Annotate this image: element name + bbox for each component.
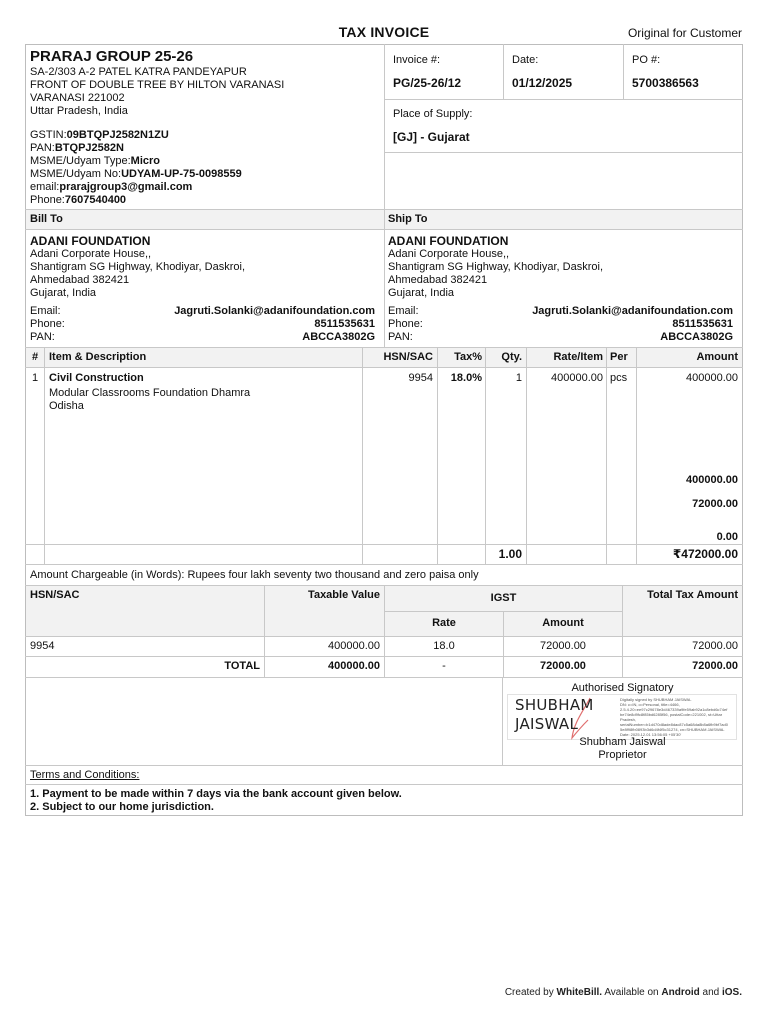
col-header-hsn: HSN/SAC (383, 351, 433, 363)
col-header-qty: Qty. (501, 351, 522, 363)
item-rate: 400000.00 (551, 372, 603, 384)
col-header-rate: Rate/Item (553, 351, 603, 363)
divider (384, 152, 743, 153)
tax-row-hsn: 9954 (30, 640, 55, 652)
gstin-value: 09BTQPJ2582N1ZU (66, 129, 169, 141)
bill-to-email: Jagruti.Solanki@adanifoundation.com (174, 305, 375, 317)
digital-signature-detail-line: Pradesh, (620, 717, 637, 722)
tax-row-taxable: 400000.00 (328, 640, 380, 652)
tax-row-total: 72000.00 (692, 640, 738, 652)
item-per: pcs (610, 372, 628, 384)
tax-col-amount: Amount (542, 617, 584, 629)
tax-amount: 72000.00 (692, 498, 738, 510)
po-number-label: PO #: (632, 54, 661, 66)
invoice-number-label: Invoice #: (393, 54, 441, 66)
ship-to-email: Jagruti.Solanki@adanifoundation.com (532, 305, 733, 317)
item-hsn: 9954 (408, 372, 433, 384)
divider (503, 44, 504, 100)
divider (25, 564, 743, 565)
place-of-supply: [GJ] - Gujarat (393, 130, 470, 144)
bill-to-email-label: Email: (30, 305, 61, 317)
grand-total: ₹472000.00 (672, 547, 738, 561)
tax-total-amount: 72000.00 (540, 660, 586, 672)
bill-to-phone-label: Phone: (30, 318, 65, 330)
invoice-date: 01/12/2025 (512, 76, 573, 90)
ship-to-address-line: Gujarat, India (388, 287, 455, 299)
tax-total-label: TOTAL (224, 660, 260, 672)
seller-address-line: VARANASI 221002 (30, 92, 125, 104)
copy-label: Original for Customer (627, 26, 742, 40)
ship-to-address-line: Shantigram SG Highway, Khodiyar, Daskroi, (388, 261, 603, 273)
bill-to-address-line: Adani Corporate House,, (30, 248, 152, 260)
msme-no-value: UDYAM-UP-75-0098559 (121, 168, 242, 180)
item-description-line: Odisha (49, 400, 84, 412)
msme-no-label: MSME/Udyam No: (30, 168, 122, 180)
divider (25, 784, 743, 785)
divider (384, 99, 743, 100)
col-header-per: Per (610, 351, 628, 363)
subtotal-amount: 400000.00 (686, 474, 738, 486)
item-name: Civil Construction (49, 372, 144, 384)
column-divider (606, 348, 607, 564)
tax-row-rate: 18.0 (433, 640, 455, 652)
item-amount: 400000.00 (686, 372, 738, 384)
seller-gstin (30, 129, 169, 142)
seller-address-line: FRONT OF DOUBLE TREE BY HILTON VARANASI (30, 79, 285, 91)
signatory-role: Proprietor (598, 749, 647, 761)
msme-type-value: Micro (130, 155, 161, 167)
tax-col-hsn: HSN/SAC (30, 589, 80, 601)
msme-type-label: MSME/Udyam Type: (30, 155, 131, 167)
tax-row-amount: 72000.00 (540, 640, 586, 652)
ship-to-pan: ABCCA3802G (660, 331, 733, 343)
total-qty: 1.00 (498, 547, 522, 561)
footer-android: Android (661, 987, 700, 998)
item-description-line: Modular Classrooms Foundation Dhamra (49, 387, 251, 399)
digital-signature-detail-line: be74e8d9fc8f85bd6285f56, postalCode=221002, st=Uttar (620, 712, 723, 717)
digital-signature-detail-line: Date: 2025.12.01 13:56:05 +05'30' (620, 732, 682, 737)
bill-to-heading: Bill To (30, 213, 63, 225)
item-no: 1 (31, 372, 39, 384)
round-off-amount: 0.00 (716, 531, 738, 543)
bill-to-phone: 8511535631 (314, 318, 375, 330)
digital-signature-detail-line: 5e8f98fb0893b3d6d4f4f5c31274, cn=SHUBHAM JAISWAL (620, 727, 725, 732)
seller-msme-type (30, 155, 160, 168)
invoice-date-label: Date: (512, 54, 539, 66)
col-header-amount: Amount (696, 351, 738, 363)
footer-and: and (699, 987, 722, 998)
ship-to-email-label: Email: (388, 305, 419, 317)
gstin-label: GSTIN: (30, 129, 67, 141)
amount-in-words: Amount Chargeable (in Words): Rupees four lakh seventy two thousand and zero paisa only (30, 569, 479, 581)
digital-signer-name-line: JAISWAL (515, 715, 579, 733)
bill-to-address-line: Ahmedabad 382421 (30, 274, 130, 286)
seller-address-line: SA-2/303 A-2 PATEL KATRA PANDEYAPUR (30, 66, 247, 78)
ship-to-phone-label: Phone: (388, 318, 423, 330)
seller-email (30, 181, 192, 194)
divider (25, 677, 743, 678)
tax-total-total: 72000.00 (692, 660, 738, 672)
ship-to-address-line: Ahmedabad 382421 (388, 274, 488, 286)
tax-col-rate: Rate (432, 617, 456, 629)
ship-to-name: ADANI FOUNDATION (388, 234, 509, 248)
place-of-supply-label: Place of Supply: (393, 108, 473, 120)
po-number: 5700386563 (632, 76, 699, 90)
footer-credit (505, 987, 742, 998)
item-tax: 18.0% (450, 372, 482, 384)
col-header-item: Item & Description (49, 351, 147, 363)
email-label: email: (30, 181, 60, 193)
seller-msme-no (30, 168, 242, 181)
footer-ios: iOS. (721, 987, 742, 998)
ship-to-pan-label: PAN: (388, 331, 413, 343)
bill-to-address-line: Gujarat, India (30, 287, 97, 299)
bill-to-pan-label: PAN: (30, 331, 55, 343)
digital-signature-details (620, 697, 738, 737)
digital-signer-name-line: SHUBHAM (515, 696, 594, 714)
bill-to-address-line: Shantigram SG Highway, Khodiyar, Daskroi, (30, 261, 245, 273)
tax-total-rate: - (442, 660, 446, 672)
seller-address-line: Uttar Pradesh, India (30, 105, 128, 117)
bill-to-name: ADANI FOUNDATION (30, 234, 151, 248)
column-divider (44, 348, 45, 564)
pan-label: PAN: (30, 142, 55, 154)
divider (384, 210, 385, 348)
ship-to-phone: 8511535631 (672, 318, 733, 330)
pan-value: BTQPJ2582N (54, 142, 124, 154)
col-header-tax: Tax% (454, 351, 482, 363)
ship-to-address-line: Adani Corporate House,, (388, 248, 510, 260)
footer-prefix: Created by (504, 987, 557, 998)
invoice-number: PG/25-26/12 (393, 76, 462, 90)
divider (25, 765, 743, 766)
terms-line: 2. Subject to our home jurisdiction. (30, 801, 214, 813)
bill-to-pan: ABCCA3802G (302, 331, 375, 343)
email-value: prarajgroup3@gmail.com (59, 181, 193, 193)
seller-pan (30, 142, 124, 155)
seller-phone (30, 194, 126, 207)
signatory-name: Shubham Jaiswal (579, 736, 666, 748)
divider (384, 44, 385, 210)
terms-heading: Terms and Conditions: (30, 769, 140, 781)
item-qty: 1 (515, 372, 522, 384)
digital-signature-detail-line: 2.5.4.20=ee97c29678e3d467339a9fe59ab92a1c8ebd6c74ef (620, 707, 728, 712)
digital-signature-detail-line: serialNumber=b1d470d8ade8dac87c5a68da8b8a6fb9bf7ad0 (620, 722, 728, 727)
footer-brand: WhiteBill. (556, 987, 603, 998)
tax-total-taxable: 400000.00 (328, 660, 380, 672)
seller-name: PRARAJ GROUP 25-26 (30, 48, 194, 65)
tax-col-igst: IGST (490, 592, 517, 604)
tax-col-total: Total Tax Amount (647, 589, 738, 601)
footer-middle: Available on (602, 987, 662, 998)
signatory-heading: Authorised Signatory (571, 682, 674, 694)
divider (623, 44, 624, 100)
digital-signature-detail-line: Digitally signed by SHUBHAM JAISWAL (620, 697, 692, 702)
document-title: TAX INVOICE (338, 24, 430, 40)
digital-signature-detail-line: DN: c=IN, o=Personal, title=4466, (620, 702, 680, 707)
phone-label: Phone: (30, 194, 65, 206)
phone-value: 7607540400 (64, 194, 127, 206)
col-header-no: # (31, 351, 39, 363)
tax-col-taxable: Taxable Value (308, 589, 380, 601)
ship-to-heading: Ship To (388, 213, 428, 225)
terms-line: 1. Payment to be made within 7 days via the bank account given below. (30, 788, 402, 800)
